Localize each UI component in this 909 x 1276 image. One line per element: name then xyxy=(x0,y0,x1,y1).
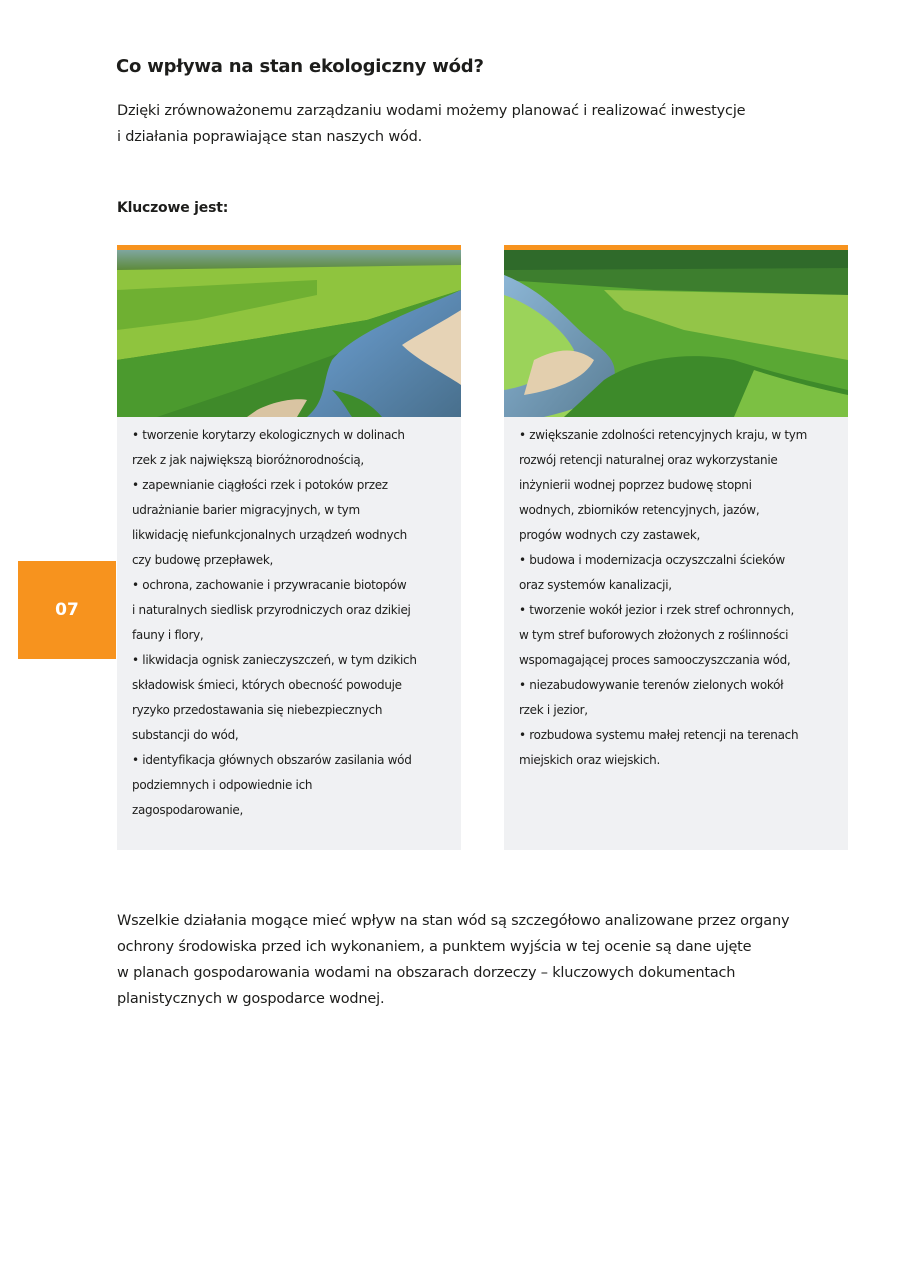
list-line: i naturalnych siedlisk przyrodniczych oraz dzikiej xyxy=(132,603,411,617)
right-bullet-list xyxy=(504,417,848,773)
list-line: podziemnych i odpowiednie ich xyxy=(132,778,313,792)
list-line: ryzyko przedostawania się niebezpiecznych xyxy=(132,703,383,717)
list-line: składowisk śmieci, których obecność powoduje xyxy=(132,678,402,692)
list-line: fauny i flory, xyxy=(132,628,204,642)
outro-line: ochrony środowiska przed ich wykonaniem, a punktem wyjścia w tej ocenie są dane ujęte xyxy=(117,939,752,955)
list-line: rozwój retencji naturalnej oraz wykorzystanie xyxy=(519,453,778,467)
intro-line: i działania poprawiające stan naszych wód. xyxy=(117,129,423,145)
list-line: substancji do wód, xyxy=(132,728,239,742)
list-line: wspomagającej proces samooczyszczania wód, xyxy=(519,653,791,667)
outro-line: w planach gospodarowania wodami na obszarach dorzeczy – kluczowych dokumentach xyxy=(117,965,736,981)
outro-paragraph xyxy=(117,908,789,1012)
key-heading: Kluczowe jest: xyxy=(117,200,229,216)
list-line: • identyfikacja głównych obszarów zasilania wód xyxy=(132,753,412,767)
card-left xyxy=(117,245,461,850)
list-line: udrażnianie barier migracyjnych, w tym xyxy=(132,503,360,517)
river-landscape-image-left xyxy=(117,250,461,417)
intro-paragraph xyxy=(117,98,745,150)
list-line: • rozbudowa systemu małej retencji na terenach xyxy=(519,728,799,742)
list-line: miejskich oraz wiejskich. xyxy=(519,753,660,767)
list-line: wodnych, zbiorników retencyjnych, jazów, xyxy=(519,503,760,517)
list-line: likwidację niefunkcjonalnych urządzeń wodnych xyxy=(132,528,407,542)
list-line: rzek i jezior, xyxy=(519,703,588,717)
list-line: zagospodarowanie, xyxy=(132,803,244,817)
list-line: • niezabudowywanie terenów zielonych wokół xyxy=(519,678,784,692)
page-title: Co wpływa na stan ekologiczny wód? xyxy=(116,56,484,77)
list-line: • likwidacja ognisk zanieczyszczeń, w tym dzikich xyxy=(132,653,417,667)
list-line: • budowa i modernizacja oczyszczalni ścieków xyxy=(519,553,785,567)
list-line: w tym stref buforowych złożonych z roślinności xyxy=(519,628,789,642)
list-line: • tworzenie korytarzy ekologicznych w dolinach xyxy=(132,428,405,442)
outro-line: Wszelkie działania mogące mieć wpływ na stan wód są szczegółowo analizowane przez organy xyxy=(117,913,790,929)
list-line: oraz systemów kanalizacji, xyxy=(519,578,672,592)
list-line: czy budowę przepławek, xyxy=(132,553,273,567)
intro-line: Dzięki zrównoważonemu zarządzaniu wodami możemy planować i realizować inwestycje xyxy=(117,103,746,119)
list-line: progów wodnych czy zastawek, xyxy=(519,528,701,542)
list-line: inżynierii wodnej poprzez budowę stopni xyxy=(519,478,752,492)
list-line: • tworzenie wokół jezior i rzek stref ochronnych, xyxy=(519,603,794,617)
left-bullet-list xyxy=(117,417,461,823)
page-number-badge: 07 xyxy=(18,561,116,659)
list-line: rzek z jak największą bioróżnorodnością, xyxy=(132,453,364,467)
list-line: • ochrona, zachowanie i przywracanie biotopów xyxy=(132,578,407,592)
river-landscape-image-right xyxy=(504,250,848,417)
outro-line: planistycznych w gospodarce wodnej. xyxy=(117,991,385,1007)
list-line: • zwiększanie zdolności retencyjnych kraju, w tym xyxy=(519,428,807,442)
list-line: • zapewnianie ciągłości rzek i potoków przez xyxy=(132,478,388,492)
card-right xyxy=(504,245,848,850)
